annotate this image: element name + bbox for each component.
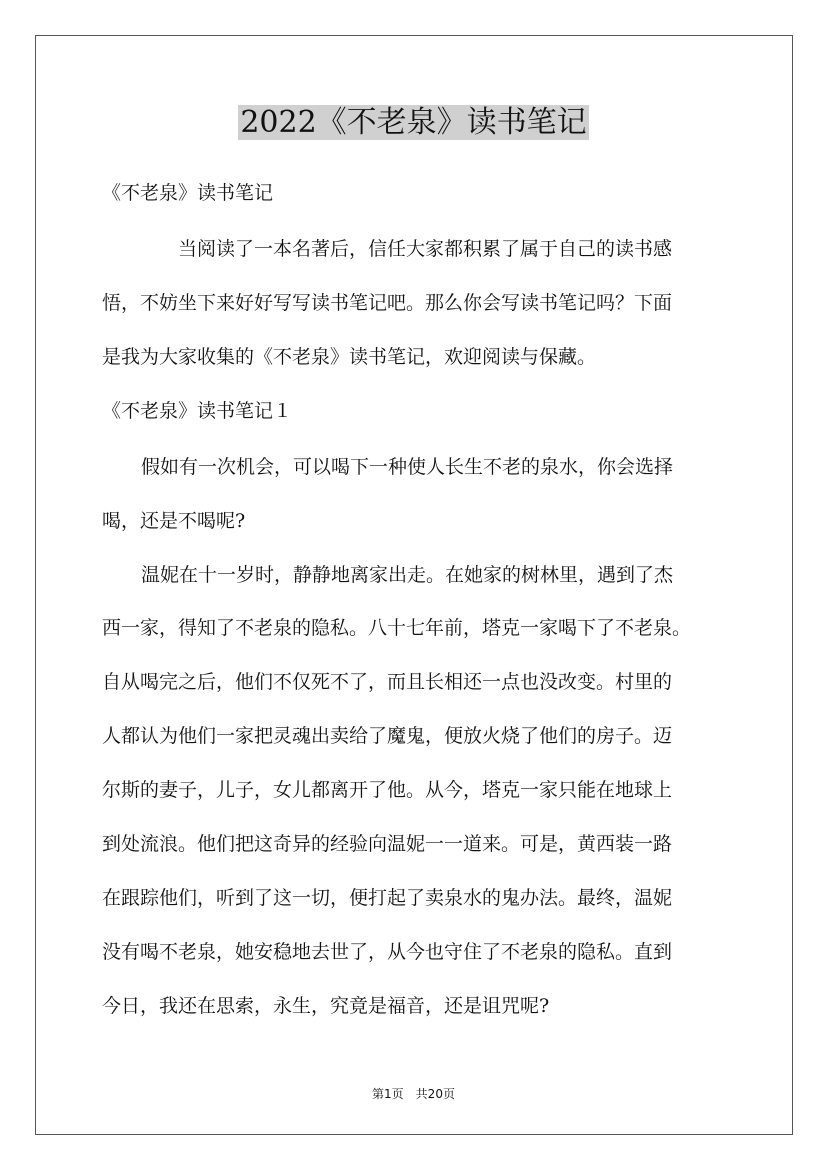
para1-line: 喝，还是不喝呢? xyxy=(102,510,246,532)
intro-line: 当阅读了一本名著后，信任大家都积累了属于自己的读书感 xyxy=(178,238,673,260)
para2-line: 人都认为他们一家把灵魂出卖给了魔鬼，便放火烧了他们的房子。迈 xyxy=(102,725,673,747)
section-heading: 《不老泉》读书笔记 xyxy=(102,182,274,204)
para2-line: 自从喝完之后，他们不仅死不了，而且长相还一点也没改变。村里的 xyxy=(102,671,673,693)
page-footer: 第1页 共20页 xyxy=(372,1087,455,1101)
para2-line: 在跟踪他们，听到了这一切，便打起了卖泉水的鬼办法。最终，温妮 xyxy=(102,887,673,909)
document-title: 2022《不老泉》读书笔记 xyxy=(240,105,587,140)
para2-line: 温妮在十一岁时，静静地离家出走。在她家的树林里，遇到了杰 xyxy=(141,564,674,586)
document-title-wrap xyxy=(0,104,827,142)
para2-line: 没有喝不老泉，她安稳地去世了，从今也守住了不老泉的隐私。直到 xyxy=(102,941,673,963)
para2-line: 尔斯的妻子，儿子，女儿都离开了他。从今，塔克一家只能在地球上 xyxy=(102,779,673,801)
note1-heading: 《不老泉》读书笔记１ xyxy=(102,400,293,422)
intro-line: 悟，不妨坐下来好好写写读书笔记吧。那么你会写读书笔记吗？下面 xyxy=(102,292,673,314)
para2-line: 到处流浪。他们把这奇异的经验向温妮一一道来。可是，黄西装一路 xyxy=(102,833,673,855)
para1-line: 假如有一次机会，可以喝下一种使人长生不老的泉水，你会选择 xyxy=(141,456,674,478)
intro-line: 是我为大家收集的《不老泉》读书笔记，欢迎阅读与保藏。 xyxy=(102,346,597,368)
para2-line: 今日，我还在思索，永生，究竟是福音，还是诅咒呢? xyxy=(102,995,550,1017)
para2-line: 西一家，得知了不老泉的隐私。八十七年前，塔克一家喝下了不老泉。 xyxy=(102,617,692,639)
